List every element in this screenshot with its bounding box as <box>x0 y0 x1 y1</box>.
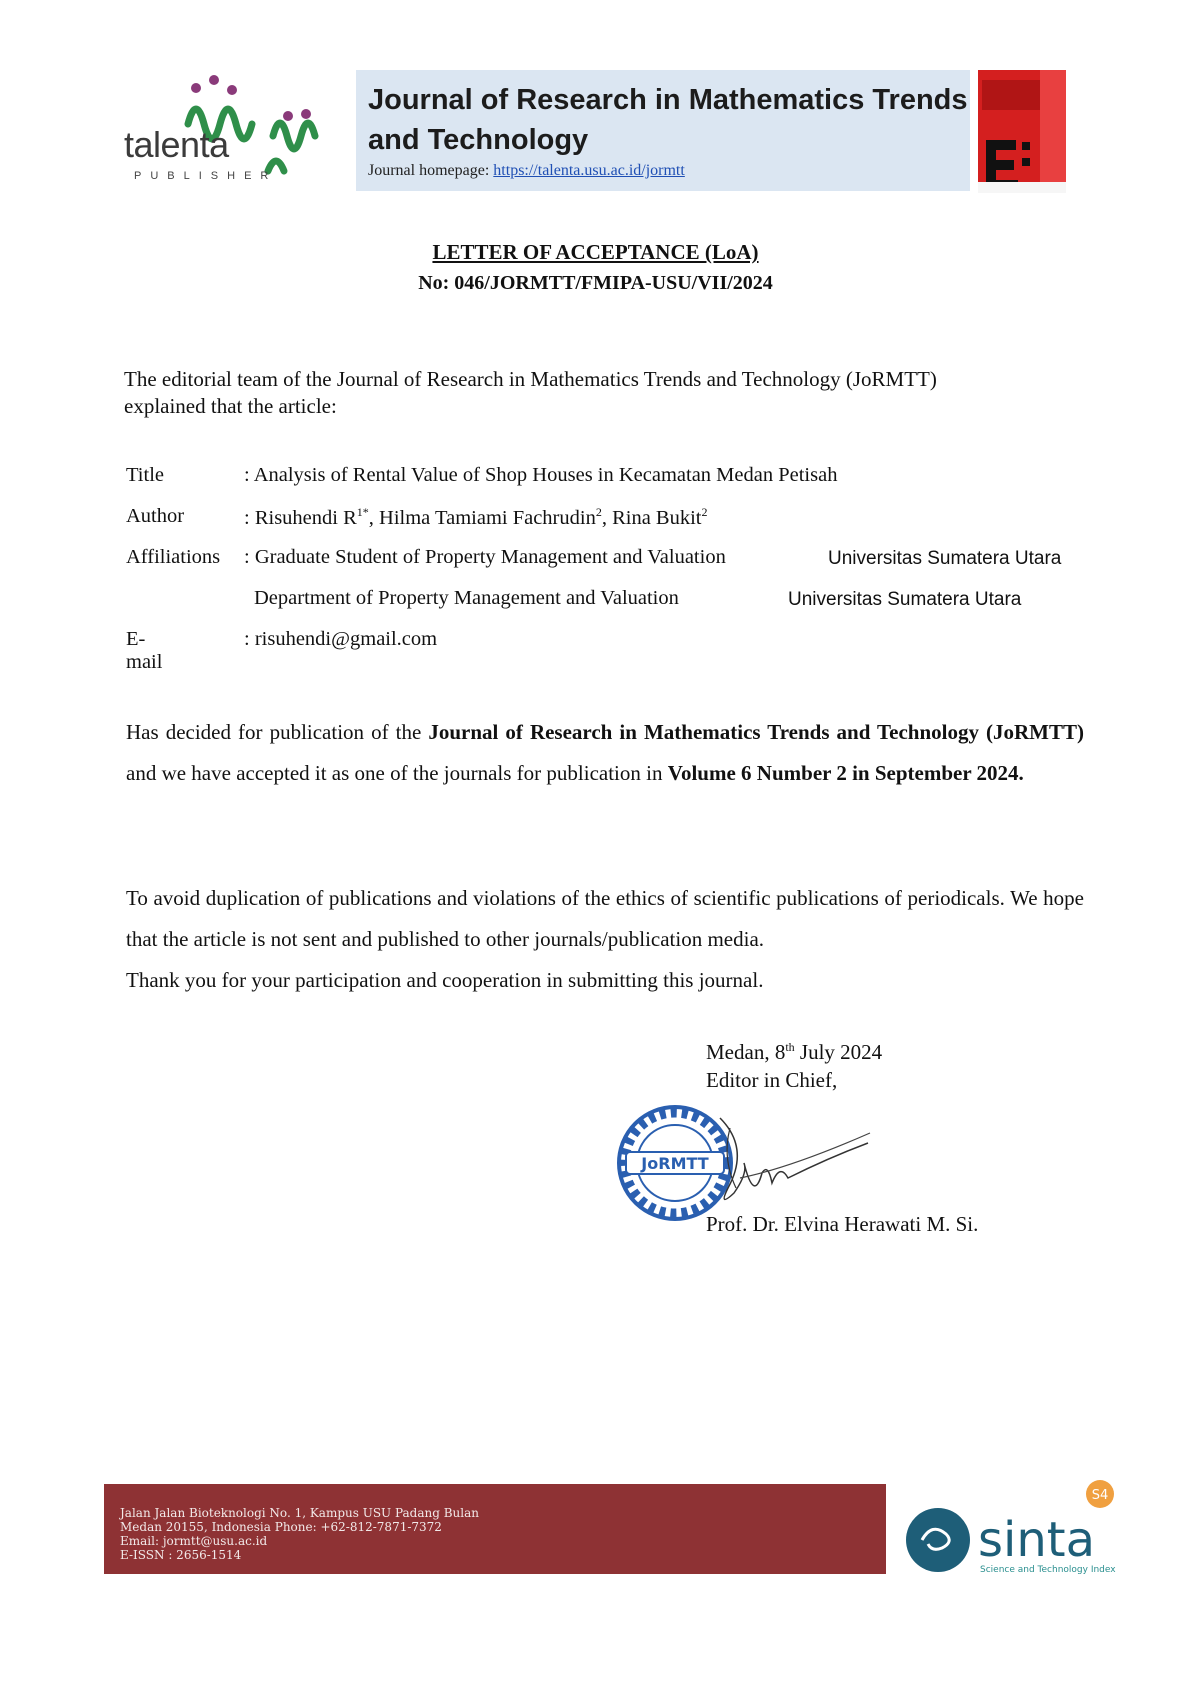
title-label: Title <box>126 464 164 486</box>
journal-cover-image <box>978 70 1066 193</box>
signature-icon <box>700 1108 880 1218</box>
author-label: Author <box>126 505 185 527</box>
journal-title <box>368 80 968 160</box>
decision-volume: Volume 6 Number 2 in September 2024. <box>667 761 1024 785</box>
handwritten-signature <box>700 1108 880 1218</box>
decision-text-1: Has decided for publication of the <box>126 720 429 744</box>
email-label: E-mail <box>126 628 163 673</box>
talenta-publisher-logo <box>118 66 338 186</box>
footer-eissn: E-ISSN : 2656-1514 <box>120 1548 242 1562</box>
footer-address-bar <box>104 1484 886 1574</box>
decision-text-2: and we have accepted it as one of the journals for publication in <box>126 761 668 785</box>
intro-paragraph <box>124 366 1084 420</box>
closing-paragraph <box>126 878 1084 1001</box>
publisher-subtitle: PUBLISHER <box>134 170 278 182</box>
author-value <box>244 505 708 530</box>
closing-line-2: Thank you for your participation and cooperation in submitting this journal. <box>126 968 764 992</box>
author-2-sup: 2 <box>595 505 602 519</box>
author-1-sup: 1* <box>356 505 369 519</box>
sinta-logo <box>900 1478 1130 1588</box>
affiliation-2-department: Department of Property Management and Valuation <box>254 587 679 609</box>
signatory-name: Prof. Dr. Elvina Herawati M. Si. <box>706 1212 979 1236</box>
journal-title-line-2: and Technology <box>368 124 589 156</box>
closing-line-1: To avoid duplication of publications and violations of the ethics of scientific publications of periodicals. We hope that the article is not sent and published to other journals/publication media. <box>126 886 1084 951</box>
intro-line-2: explained that the article: <box>124 394 337 418</box>
date-suffix: July 2024 <box>794 1040 883 1064</box>
journal-header-box <box>356 70 970 191</box>
title-value: : Analysis of Rental Value of Shop Houses in Kecamatan Medan Petisah <box>244 464 838 486</box>
author-2: , Hilma Tamiami Fachrudin <box>368 506 596 529</box>
letter-number: No: 046/JORMTT/FMIPA-USU/VII/2024 <box>418 272 773 294</box>
sinta-word: sinta <box>978 1512 1095 1568</box>
journal-homepage <box>368 162 685 180</box>
footer-address-1: Jalan Jalan Bioteknologi No. 1, Kampus USU Padang Bulan <box>120 1506 479 1520</box>
author-1: : Risuhendi R <box>244 506 357 529</box>
sinta-subtitle: Science and Technology Index <box>980 1565 1116 1575</box>
journal-title-line-1: Journal of Research in Mathematics Trends <box>368 84 968 116</box>
affiliations-label: Affiliations <box>126 546 221 568</box>
footer-email: Email: jormtt@usu.ac.id <box>120 1534 268 1548</box>
signature-role: Editor in Chief, <box>706 1068 838 1092</box>
letter-title: LETTER OF ACCEPTANCE (LoA) <box>432 240 759 264</box>
affiliation-1-department: : Graduate Student of Property Management and Valuation <box>244 546 726 568</box>
sinta-index-icon <box>900 1478 1130 1588</box>
decision-paragraph <box>126 712 1084 794</box>
author-3: , Rina Bukit <box>601 506 702 529</box>
footer-address-2: Medan 20155, Indonesia Phone: +62-812-7871-7372 <box>120 1520 442 1534</box>
stamp-text: JoRMTT <box>641 1154 709 1173</box>
sinta-badge: S4 <box>1091 1488 1109 1503</box>
decision-journal-name: Journal of Research in Mathematics Trends and Technology (JoRMTT) <box>428 720 1085 744</box>
journal-cover-icon <box>978 70 1066 193</box>
affiliation-1-university: Universitas Sumatera Utara <box>828 548 1062 569</box>
affiliation-2-university: Universitas Sumatera Utara <box>788 589 1022 610</box>
publisher-name: talenta <box>124 124 229 165</box>
signature-date <box>706 1040 882 1065</box>
intro-line-1: The editorial team of the Journal of Research in Mathematics Trends and Technology (JoRMTT) <box>124 367 937 391</box>
date-prefix: Medan, 8 <box>706 1040 786 1064</box>
homepage-label: Journal homepage: <box>368 162 494 179</box>
homepage-link[interactable]: https://talenta.usu.ac.id/jormtt <box>493 162 685 179</box>
author-3-sup: 2 <box>701 505 708 519</box>
date-sup: th <box>785 1040 795 1054</box>
email-value: : risuhendi@gmail.com <box>244 628 438 650</box>
